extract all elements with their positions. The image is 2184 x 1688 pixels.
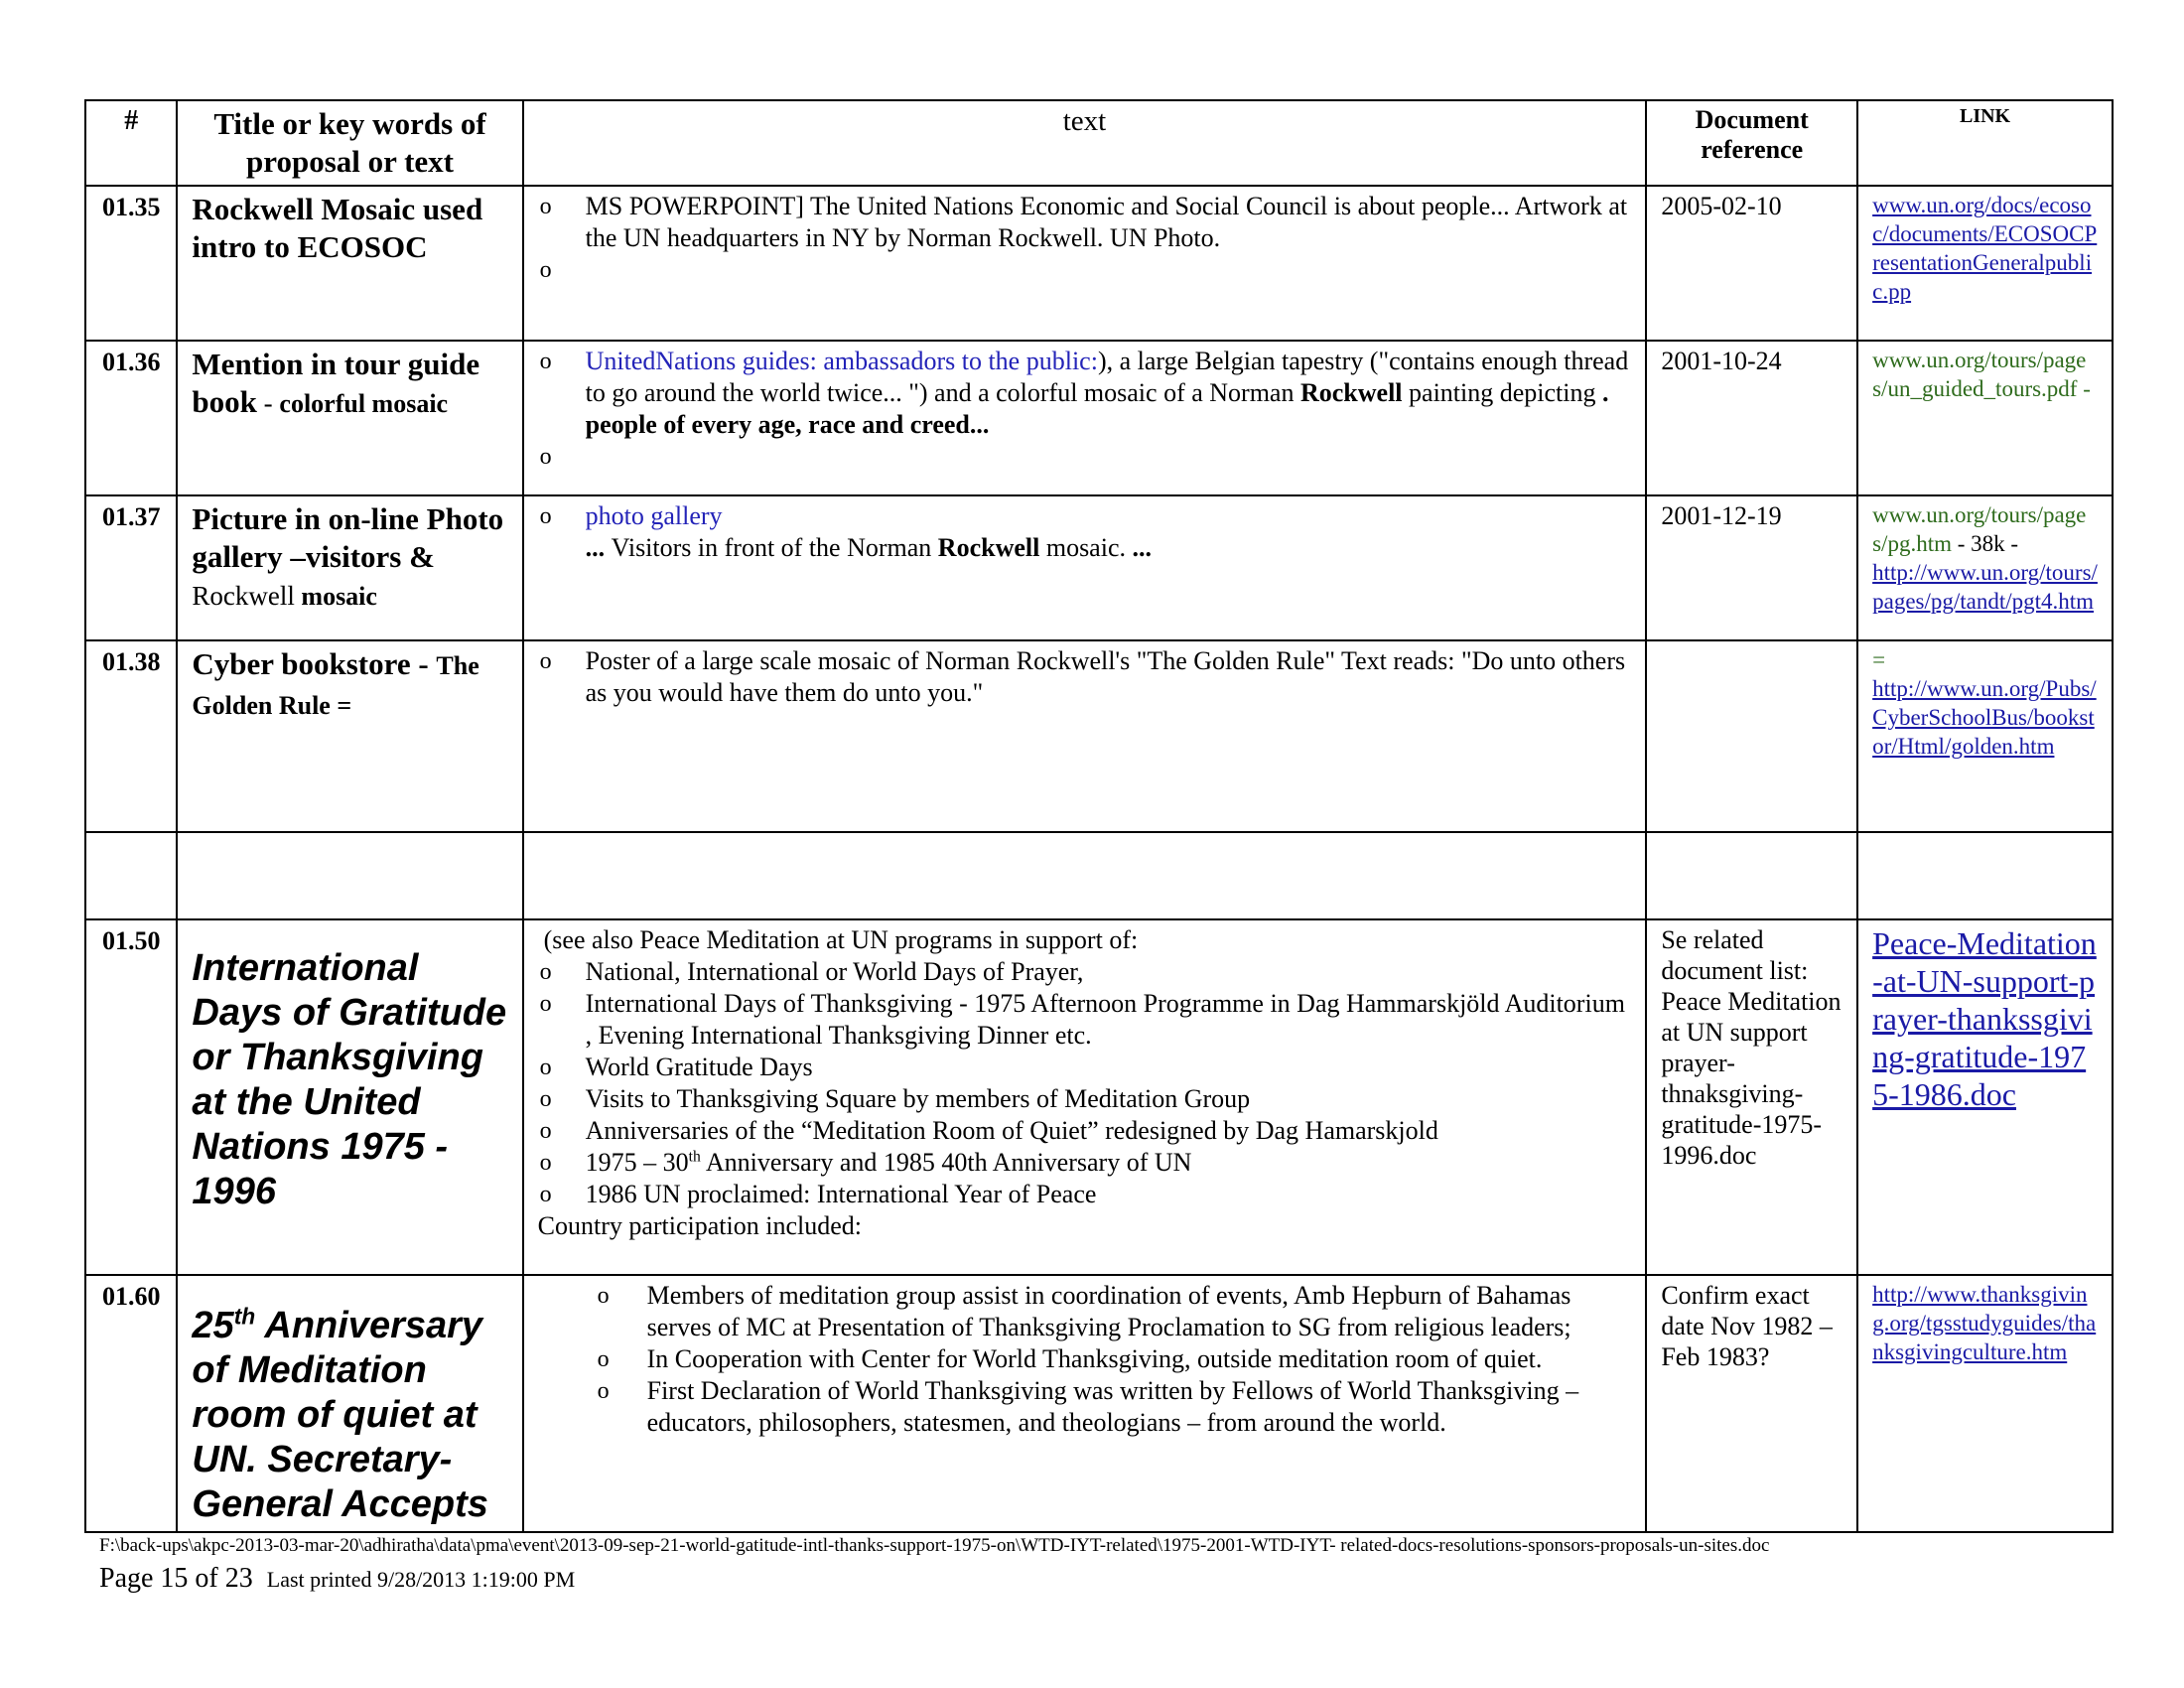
- row-link[interactable]: http://www.un.org/Pubs/CyberSchoolBus/bookstor/Html/golden.htm: [1872, 676, 2097, 759]
- empty-cell: [1646, 832, 1857, 919]
- row-link-cell: [1857, 186, 2113, 341]
- row-text: [523, 640, 1647, 832]
- table-row: [85, 1275, 2113, 1532]
- list-item: o Poster of a large scale mosaic of Norman Rockwell's "The Golden Rule" Text reads: "Do unto others as you would have them do unto you.": [538, 645, 1632, 709]
- footer-page-info: [99, 1563, 575, 1595]
- link-equals: =: [1872, 647, 1886, 672]
- title-small: colorful mosaic: [279, 389, 449, 418]
- row-number: 01.35: [85, 186, 177, 341]
- list-item: o Anniversaries of the “Meditation Room of Quiet” redesigned by Dag Hamarskjold: [538, 1115, 1632, 1147]
- row-title: [177, 1275, 522, 1532]
- title-small: mosaic: [294, 582, 377, 611]
- header-title: Title or key words of proposal or text: [177, 100, 522, 186]
- header-document-reference: Document reference: [1646, 100, 1857, 186]
- empty-cell: [177, 832, 522, 919]
- row-text: [523, 919, 1647, 1275]
- superscript: th: [688, 1148, 701, 1166]
- row-title: [177, 495, 522, 640]
- inline-link[interactable]: photo gallery: [585, 501, 723, 530]
- table-row: [85, 341, 2113, 495]
- row-reference: 2001-10-24: [1646, 341, 1857, 495]
- header-text: text: [523, 100, 1647, 186]
- row-text: [523, 495, 1647, 640]
- header-link: LINK: [1857, 100, 2113, 186]
- title-fragment: Anniversary of Meditation room of quiet at UN. Secretary-General Accepts: [192, 1305, 488, 1525]
- header-row: [85, 100, 2113, 186]
- row-link-cell: [1857, 1275, 2113, 1532]
- row-number: 01.38: [85, 640, 177, 832]
- title-bold: Picture in on-line Photo gallery –visitors &: [192, 501, 504, 574]
- title-small: The Golden Rule =: [192, 651, 479, 720]
- list-item: o 1986 UN proclaimed: International Year of Peace: [538, 1179, 1632, 1210]
- text-fragment: 1975 – 30: [585, 1148, 689, 1177]
- text-fragment: Visitors in front of the Norman: [611, 533, 938, 562]
- text-fragment: painting depicting: [1402, 378, 1602, 407]
- row-link[interactable]: Peace-Meditation-at-UN-support-prayer-thankssgiving-gratitude-1975-1986.doc: [1872, 925, 2097, 1112]
- text-bold: ...: [585, 533, 612, 562]
- row-link[interactable]: http://www.thanksgiving.org/tgsstudyguides/thanksgivingculture.htm: [1872, 1282, 2097, 1364]
- row-number: 01.36: [85, 341, 177, 495]
- title-fragment: 25: [192, 1305, 234, 1346]
- row-reference: 2001-12-19: [1646, 495, 1857, 640]
- row-text: [523, 1275, 1647, 1532]
- row-reference: [1646, 640, 1857, 832]
- row-reference: 2005-02-10: [1646, 186, 1857, 341]
- list-item: o In Cooperation with Center for World Thanksgiving, outside meditation room of quiet.: [538, 1343, 1632, 1375]
- text-bold: ...: [1132, 533, 1152, 562]
- list-item: o First Declaration of World Thanksgiving was written by Fellows of World Thanksgiving – educators, philosophers, statesmen, and theologians – from around the world.: [538, 1375, 1632, 1439]
- row-text: [523, 341, 1647, 495]
- row-link[interactable]: www.un.org/tours/pages/un_guided_tours.pdf -: [1872, 348, 2091, 401]
- row-number: 01.60: [85, 1275, 177, 1532]
- row-reference: Confirm exact date Nov 1982 – Feb 1983?: [1646, 1275, 1857, 1532]
- superscript: th: [233, 1303, 256, 1330]
- text-fragment: ), a large Belgian tapestry ("contains enough thread to go around the world twice... ") and a colorful mosaic of a Norman: [585, 347, 1629, 407]
- empty-cell: [85, 832, 177, 919]
- row-number: 01.37: [85, 495, 177, 640]
- list-item: o Visits to Thanksgiving Square by members of Meditation Group: [538, 1083, 1632, 1115]
- row-link-cell: [1857, 495, 2113, 640]
- empty-cell: [523, 832, 1647, 919]
- row-link-cell: [1857, 919, 2113, 1275]
- text-fragment: Anniversary and 1985 40th Anniversary of UN: [700, 1148, 1192, 1177]
- empty-list-item: [538, 254, 1632, 286]
- row-title: Rockwell Mosaic used intro to ECOSOC: [177, 186, 522, 341]
- empty-row: [85, 832, 2113, 919]
- row-reference: Se related document list: Peace Meditation at UN support prayer-thnaksgiving-gratitude-1975-1996.doc: [1646, 919, 1857, 1275]
- list-item: o International Days of Thanksgiving - 1975 Afternoon Programme in Dag Hammarskjöld Auditorium , Evening International Thanksgiving Dinner etc.: [538, 988, 1632, 1052]
- proposals-table: [84, 99, 2114, 1533]
- table-row: [85, 186, 2113, 341]
- list-item: o MS POWERPOINT] The United Nations Economic and Social Council is about people... Artwork at the UN headquarters in NY by Norman Rockwell. UN Photo.: [538, 191, 1632, 254]
- footer-file-path: F:\back-ups\akpc-2013-03-mar-20\adhiratha\data\pma\event\2013-09-sep-21-world-gatitude-intl-thanks-support-1975-on\WTD-IYT-related\1975-2001-WTD-IYT- related-docs-resolutions-sponsors-proposals-un-sites.doc: [99, 1535, 1770, 1556]
- table-row: [85, 495, 2113, 640]
- text-fragment: mosaic.: [1039, 533, 1133, 562]
- text-bold: Rockwell: [1299, 378, 1403, 407]
- title-bold: Cyber bookstore -: [192, 646, 437, 681]
- intro-text: (see also Peace Meditation at UN programs in support of:: [543, 925, 1139, 954]
- row-link[interactable]: www.un.org/tours/pages/pg.htm: [1872, 502, 2087, 556]
- row-link-cell: [1857, 341, 2113, 495]
- text-bold: . people of every age, race and creed...: [585, 378, 1609, 439]
- row-title: International Days of Gratitude or Thanksgiving at the United Nations 1975 - 1996: [177, 919, 522, 1275]
- list-item: [538, 1147, 1632, 1179]
- row-text: [523, 186, 1647, 341]
- row-link[interactable]: www.un.org/docs/ecosoc/documents/ECOSOCPresentationGeneralpublic.pp: [1872, 193, 2098, 304]
- table-row: [85, 640, 2113, 832]
- list-item: [538, 346, 1632, 441]
- inline-link[interactable]: UnitedNations guides: ambassadors to the public:: [585, 347, 1098, 375]
- title-bold: Mention in tour guide book: [192, 347, 480, 419]
- list-item: [538, 500, 1632, 564]
- empty-list-item: [538, 441, 1632, 473]
- header-num: #: [85, 100, 177, 186]
- last-printed: Last printed 9/28/2013 1:19:00 PM: [266, 1567, 576, 1592]
- list-item: o Members of meditation group assist in coordination of events, Amb Hepburn of Bahamas serves of MC at Presentation of Thanksgiving Proclamation to SG from religious leaders;: [538, 1280, 1632, 1343]
- outro-text: Country participation included:: [537, 1211, 862, 1240]
- list-item: o World Gratitude Days: [538, 1052, 1632, 1083]
- title-dash: -: [256, 388, 280, 418]
- row-link-cell: [1857, 640, 2113, 832]
- page-number: Page 15 of 23: [99, 1563, 253, 1594]
- table-row: [85, 919, 2113, 1275]
- text-bold: Rockwell: [937, 533, 1040, 562]
- row-number: 01.50: [85, 919, 177, 1275]
- empty-cell: [1857, 832, 2113, 919]
- row-title: [177, 640, 522, 832]
- list-item: o National, International or World Days of Prayer,: [538, 956, 1632, 988]
- row-title: [177, 341, 522, 495]
- link-size: - 38k -: [1951, 531, 2019, 556]
- row-link-2[interactable]: http://www.un.org/tours/pages/pg/tandt/pgt4.htm: [1872, 560, 2098, 614]
- title-plain: Rockwell: [192, 581, 295, 611]
